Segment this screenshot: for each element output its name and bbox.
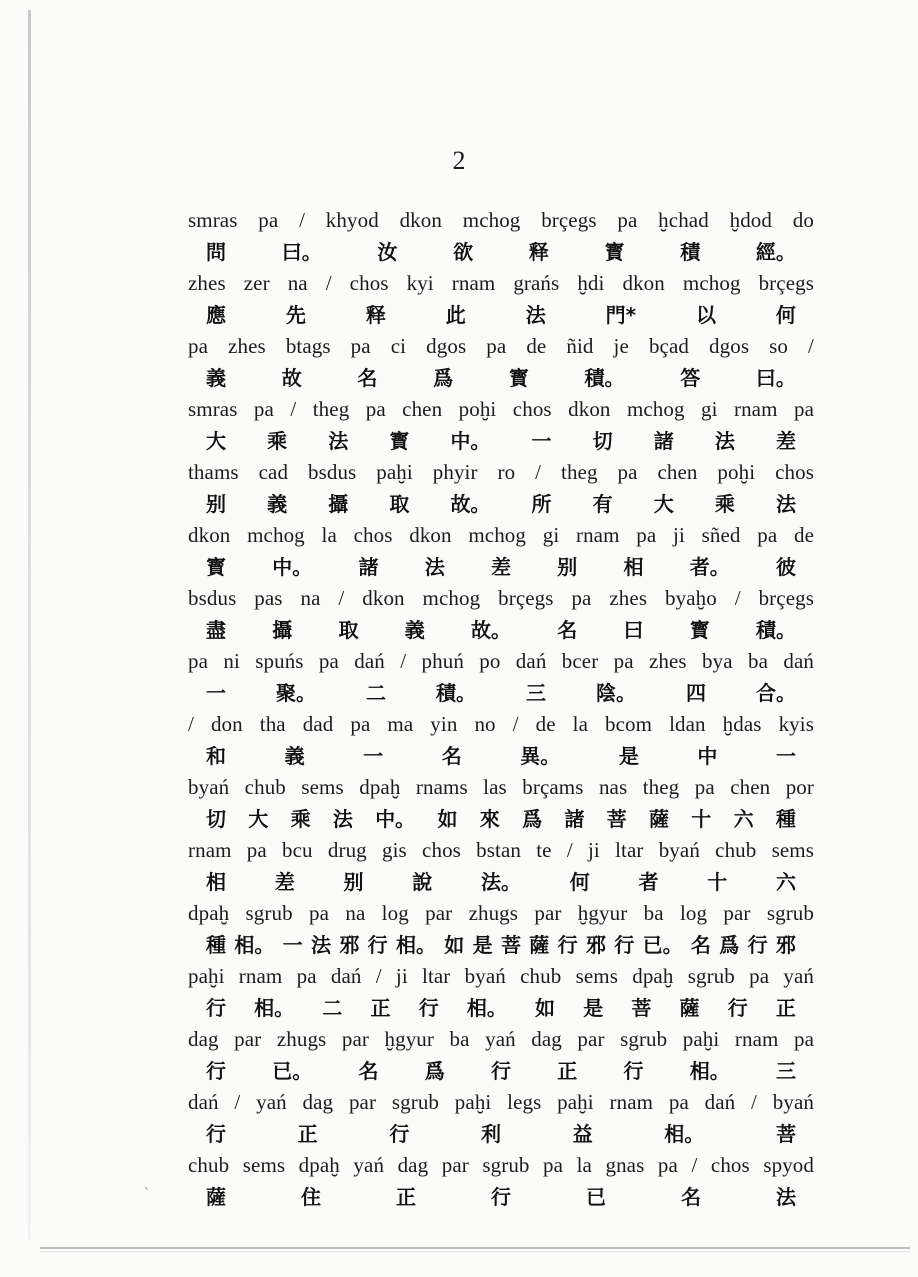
chinese-character: 曰。: [281, 239, 322, 264]
romanized-line: dkon mchog la chos dkon mchog gi rnam pa ji sñed pa de: [188, 523, 814, 547]
romanized-line: / don tha dad pa ma yin no / de la bcom ldan ḫdas kyis: [188, 712, 814, 736]
chinese-character: 經。: [755, 239, 796, 264]
chinese-character: 先: [285, 302, 306, 327]
romanized-line: smras pa / theg pa chen poḫi chos dkon mchog gi rnam pa: [188, 397, 814, 421]
chinese-character: 有: [592, 491, 613, 516]
chinese-character: 法。: [481, 869, 521, 894]
page-bottom-rule: [40, 1247, 910, 1249]
chinese-character: 邪: [775, 932, 796, 957]
chinese-character: 行: [727, 995, 748, 1020]
romanized-line: dań / yań dag par sgrub paḫi legs paḫi rnam pa dań / byań: [188, 1090, 814, 1114]
chinese-character: 寳: [389, 428, 410, 453]
chinese-character: 行: [623, 1058, 644, 1083]
chinese-character: 一: [775, 743, 796, 768]
chinese-character: 菩: [775, 1121, 796, 1146]
romanized-line: zhes zer na / chos kyi rnam grańs ḫdi dkon mchog brçegs: [188, 271, 814, 295]
bilingual-text-block: [188, 205, 814, 1213]
romanized-line: chub sems dpaḫ yań dag par sgrub pa la gnas pa / chos spyod: [188, 1153, 814, 1177]
chinese-character: 薩: [206, 1184, 226, 1209]
chinese-character: 名: [690, 932, 711, 957]
chinese-line: [188, 1119, 814, 1151]
chinese-character: 種: [775, 806, 796, 831]
chinese-character: 行: [557, 932, 578, 957]
stray-mark: `: [144, 1186, 149, 1201]
chinese-character: 乘: [290, 806, 311, 831]
chinese-character: 相。: [689, 1058, 730, 1083]
chinese-character: 法: [525, 302, 546, 327]
chinese-line: [188, 1182, 814, 1214]
chinese-character: 法: [332, 806, 353, 831]
chinese-character: 如: [437, 806, 458, 831]
chinese-character: 法: [776, 1184, 796, 1209]
chinese-character: 相: [206, 869, 226, 894]
chinese-character: 大: [248, 806, 269, 831]
chinese-character: 法: [310, 932, 331, 957]
chinese-character: 行: [614, 932, 635, 957]
chinese-character: 正: [557, 1058, 578, 1083]
chinese-character: 相。: [664, 1121, 705, 1146]
chinese-character: 曰。: [755, 365, 796, 390]
chinese-character: 義: [267, 491, 288, 516]
chinese-character: 義: [404, 617, 425, 642]
chinese-character: 應: [206, 302, 226, 327]
chinese-character: 名: [441, 743, 462, 768]
chinese-character: 正: [370, 995, 391, 1020]
chinese-character: 正: [775, 995, 796, 1020]
chinese-character: 薩: [529, 932, 550, 957]
chinese-character: 行: [491, 1058, 511, 1083]
chinese-character: 二: [322, 995, 343, 1020]
chinese-line: [188, 552, 814, 584]
chinese-character: 差: [274, 869, 295, 894]
romanized-line: bsdus pas na / dkon mchog brçegs pa zhes byaḫo / brçegs: [188, 586, 814, 610]
chinese-character: 六: [733, 806, 754, 831]
chinese-character: 益: [572, 1121, 593, 1146]
chinese-character: 寳: [689, 617, 710, 642]
chinese-character: 所: [531, 491, 552, 516]
chinese-character: 陰。: [596, 680, 636, 705]
chinese-character: 寳: [508, 365, 529, 390]
chinese-character: 寳: [604, 239, 625, 264]
chinese-character: 四: [686, 680, 706, 705]
romanized-line: smras pa / khyod dkon mchog brçegs pa ḫchad ḫdod do: [188, 208, 814, 232]
chinese-character: 行: [206, 995, 226, 1020]
chinese-character: 一: [282, 932, 303, 957]
chinese-character: 者: [638, 869, 659, 894]
romanized-line: dpaḫ sgrub pa na log par zhugs par ḫgyur ba log par sgrub: [188, 901, 814, 925]
chinese-character: 一: [206, 680, 226, 705]
chinese-character: 切: [592, 428, 613, 453]
chinese-character: 何: [569, 869, 590, 894]
chinese-character: 積。: [436, 680, 476, 705]
chinese-character: 法: [714, 428, 735, 453]
chinese-character: 彼: [776, 554, 796, 579]
chinese-character: 别: [343, 869, 364, 894]
chinese-character: 故。: [450, 491, 491, 516]
chinese-character: 是: [472, 932, 493, 957]
chinese-character: 相。: [254, 995, 295, 1020]
chinese-character: 已。: [272, 1058, 313, 1083]
chinese-character: 攝: [328, 491, 349, 516]
chinese-character: 行: [418, 995, 439, 1020]
page-number: 2: [452, 146, 466, 175]
chinese-character: 諸: [564, 806, 585, 831]
chinese-character: 諸: [358, 554, 379, 579]
chinese-character: 答: [680, 365, 701, 390]
chinese-line: [188, 615, 814, 647]
chinese-character: 來: [479, 806, 500, 831]
chinese-line: [188, 804, 814, 836]
chinese-character: 爲: [719, 932, 740, 957]
chinese-character: 住: [301, 1184, 321, 1209]
chinese-character: 取: [389, 491, 410, 516]
chinese-line: [188, 237, 814, 269]
chinese-character: 汝: [377, 239, 398, 264]
chinese-character: 故。: [471, 617, 511, 642]
chinese-character: 名: [557, 617, 578, 642]
chinese-character: 中。: [375, 806, 416, 831]
chinese-line: [188, 741, 814, 773]
chinese-character: 已。: [642, 932, 683, 957]
chinese-character: 行: [389, 1121, 410, 1146]
chinese-character: 大: [206, 428, 226, 453]
chinese-character: 爲: [522, 806, 543, 831]
chinese-character: 行: [747, 932, 768, 957]
chinese-line: [188, 300, 814, 332]
chinese-character: 曰: [623, 617, 644, 642]
chinese-character: 義: [206, 365, 226, 390]
chinese-character: 諸: [653, 428, 674, 453]
chinese-character: 已: [586, 1184, 606, 1209]
chinese-character: 欲: [453, 239, 474, 264]
chinese-character: 薩: [679, 995, 700, 1020]
chinese-character: 薩: [648, 806, 669, 831]
chinese-line: [188, 993, 814, 1025]
chinese-character: 乘: [267, 428, 288, 453]
chinese-character: 行: [491, 1184, 511, 1209]
chinese-character: 和: [206, 743, 226, 768]
chinese-character: 爲: [424, 1058, 445, 1083]
chinese-character: 菩: [631, 995, 652, 1020]
chinese-character: 合。: [756, 680, 796, 705]
chinese-character: 差: [491, 554, 511, 579]
chinese-character: 正: [396, 1184, 416, 1209]
chinese-character: 利: [480, 1121, 501, 1146]
chinese-character: 盡: [206, 617, 226, 642]
chinese-character: 故: [281, 365, 302, 390]
chinese-character: 邪: [585, 932, 606, 957]
chinese-character: 名: [681, 1184, 701, 1209]
chinese-character: 一: [531, 428, 552, 453]
chinese-character: 法: [775, 491, 796, 516]
chinese-character: 義: [284, 743, 305, 768]
chinese-character: 取: [338, 617, 359, 642]
chinese-character: 差: [775, 428, 796, 453]
chinese-character: 别: [557, 554, 578, 579]
romanized-line: thams cad bsdus paḫi phyir ro / theg pa chen poḫi chos: [188, 460, 814, 484]
chinese-character: 菩: [606, 806, 627, 831]
chinese-character: 此: [445, 302, 466, 327]
chinese-character: 行: [206, 1121, 226, 1146]
chinese-character: 三: [776, 1058, 796, 1083]
chinese-character: 是: [618, 743, 639, 768]
chinese-character: 爲: [433, 365, 454, 390]
chinese-character: 行: [367, 932, 388, 957]
chinese-character: 中: [697, 743, 718, 768]
romanized-line: byań chub sems dpaḫ rnams las brçams nas theg pa chen por: [188, 775, 814, 799]
chinese-character: 聚。: [276, 680, 316, 705]
chinese-character: 門*: [605, 302, 637, 327]
chinese-character: 相。: [234, 932, 275, 957]
chinese-character: 十: [707, 869, 728, 894]
chinese-line: [188, 426, 814, 458]
chinese-line: [188, 363, 814, 395]
chinese-character: 邪: [339, 932, 360, 957]
chinese-character: 者。: [689, 554, 730, 579]
chinese-character: 法: [328, 428, 349, 453]
chinese-character: 如: [535, 995, 556, 1020]
romanized-line: pa zhes btags pa ci dgos pa de ñid je bçad dgos so /: [188, 334, 814, 358]
chinese-line: [188, 867, 814, 899]
chinese-character: 何: [775, 302, 796, 327]
chinese-character: 相: [623, 554, 644, 579]
chinese-character: 說: [412, 869, 433, 894]
chinese-character: 相。: [466, 995, 507, 1020]
chinese-character: 行: [206, 1058, 226, 1083]
chinese-character: 如: [444, 932, 465, 957]
chinese-character: 寳: [206, 554, 226, 579]
page-binding-edge: [28, 10, 31, 1240]
chinese-character: 積。: [584, 365, 625, 390]
chinese-character: 名: [357, 365, 378, 390]
chinese-character: 二: [366, 680, 386, 705]
chinese-character: 六: [776, 869, 796, 894]
chinese-character: 三: [526, 680, 546, 705]
romanized-line: rnam pa bcu drug gis chos bstan te / ji ltar byań chub sems: [188, 838, 814, 862]
chinese-character: 正: [297, 1121, 318, 1146]
chinese-character: 乘: [714, 491, 735, 516]
chinese-character: 法: [424, 554, 445, 579]
chinese-character: 相。: [395, 932, 436, 957]
chinese-line: [188, 1056, 814, 1088]
romanized-line: dag par zhugs par ḫgyur ba yań dag par sgrub paḫi rnam pa: [188, 1027, 814, 1051]
chinese-character: 以: [696, 302, 716, 327]
chinese-character: 積。: [756, 617, 796, 642]
chinese-line: [188, 930, 814, 962]
chinese-line: [188, 678, 814, 710]
chinese-character: 異。: [520, 743, 561, 768]
chinese-character: 積: [680, 239, 701, 264]
chinese-character: 中。: [450, 428, 491, 453]
chinese-character: 中。: [272, 554, 313, 579]
chinese-character: 名: [358, 1058, 379, 1083]
chinese-character: 十: [691, 806, 712, 831]
chinese-line: [188, 489, 814, 521]
chinese-character: 别: [206, 491, 226, 516]
chinese-character: 問: [206, 239, 226, 264]
chinese-character: 種: [206, 932, 226, 957]
romanized-line: pa ni spuńs pa dań / phuń po dań bcer pa zhes bya ba dań: [188, 649, 814, 673]
chinese-character: 切: [206, 806, 226, 831]
chinese-character: 释: [365, 302, 386, 327]
chinese-character: 攝: [272, 617, 293, 642]
page-bottom-rule-shadow: [40, 1251, 910, 1252]
chinese-character: 大: [653, 491, 674, 516]
chinese-character: 是: [583, 995, 604, 1020]
chinese-character: 菩: [500, 932, 521, 957]
chinese-character: 释: [528, 239, 549, 264]
romanized-line: paḫi rnam pa dań / ji ltar byań chub sems dpaḫ sgrub pa yań: [188, 964, 814, 988]
chinese-character: 一: [363, 743, 384, 768]
